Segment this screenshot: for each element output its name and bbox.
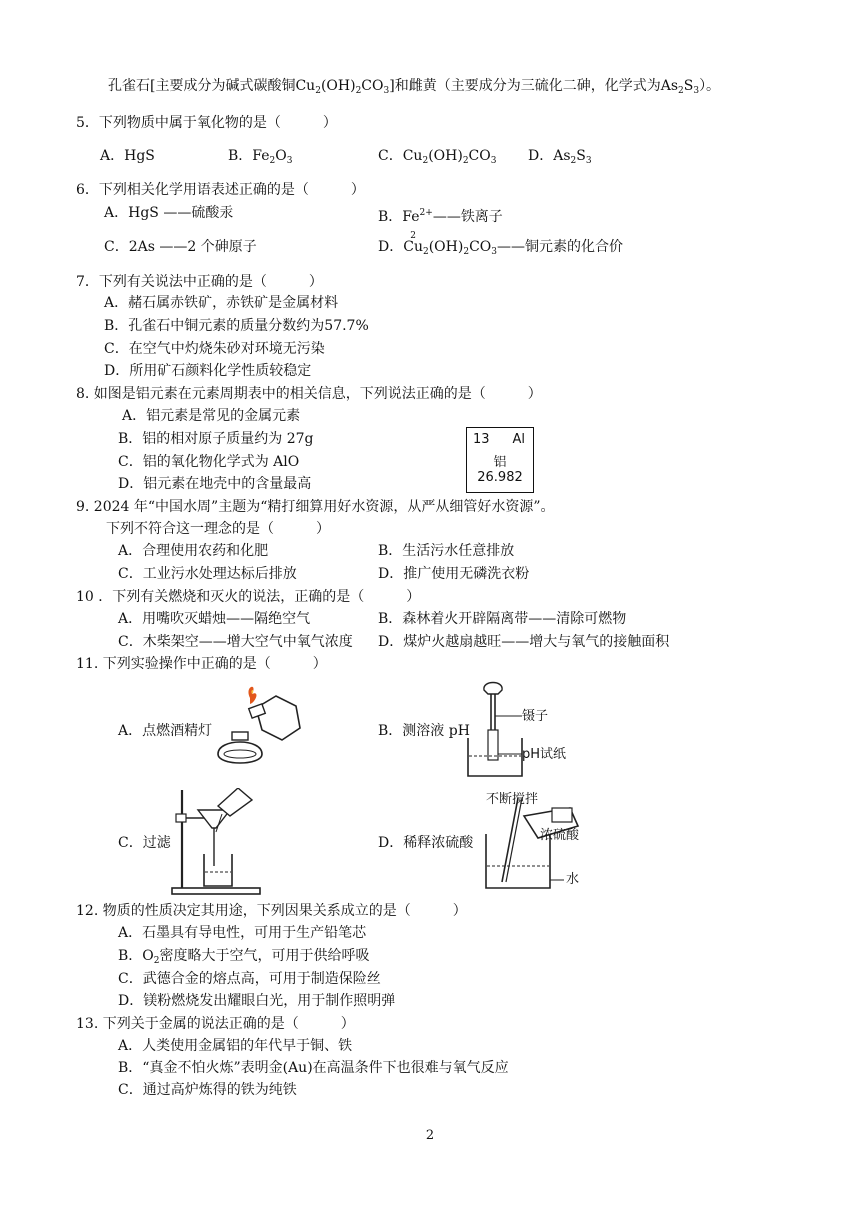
element-symbol: Al [512,432,525,447]
page-number: 2 [425,1128,435,1143]
q12-option-d: D．镁粉燃烧发出耀眼白光，用于制作照明弹 [118,993,396,1009]
q8-option-a: A．铝元素是常见的金属元素 [122,408,301,424]
q10-option-b: B．森林着火开辟隔离带——清除可燃物 [378,611,627,627]
intro-line: 孔雀石[主要成分为碱式碳酸铜$Cu_2(OH)_2CO_3$]和雌黄（主要成分为三硫化二砷，化学式为$As_2S_3$）。 [108,78,721,96]
q13-option-b: B．“真金不怕火炼”表明金(Au)在高温条件下也很难与氧气反应 [118,1060,509,1076]
q11-option-d: D．稀释浓硫酸 [378,835,474,851]
hand-icon [484,683,502,695]
q6-option-d: D． 2 $Cu_2(OH)_2CO_3——$铜元素的化合价 [378,231,623,257]
label-stirring: 不断搅拌 [486,792,539,807]
q9-option-a: A．合理使用农药和化肥 [118,543,269,559]
label-tweezers: 镊子 [522,709,549,724]
atomic-mass: 26.982 [477,470,523,485]
q10-option-a: A．用嘴吹灭蜡烛——隔绝空气 [118,611,311,627]
q11-option-b: B．测溶液 pH [378,723,470,739]
q12-stem: 12. 物质的性质决定其用途，下列因果关系成立的是（ ） [76,903,467,919]
flame-icon [248,687,256,704]
q8-option-c: C．铝的氧化物化学式为 AlO [118,454,300,470]
q9-stem: 9. 2024 年“中国水周”主题为“精打细算用好水资源，从严从细管好水资源”。 [76,499,555,515]
q7-option-b: B．孔雀石中铜元素的质量分数约为57.7% [104,318,369,334]
q8-option-d: D．铝元素在地壳中的含量最高 [118,476,312,492]
element-name: 铝 [493,455,507,470]
periodic-table-cell [466,427,534,493]
q12-option-c: C．武德合金的熔点高，可用于制造保险丝 [118,971,381,987]
q6-stem: 6．下列相关化学用语表述正确的是（ ） [76,182,365,198]
q7-stem: 7．下列有关说法中正确的是（ ） [76,274,323,290]
q5-option-a: A．HgS [100,148,155,164]
q12-option-b: B．$O_2$密度略大于空气，可用于供给呼吸 [118,948,370,966]
q11-option-c: C．过滤 [118,835,171,851]
label-concentrated-acid: 浓硫酸 [540,828,580,843]
q5-option-d: D．$As_2S_3$ [528,148,592,166]
q9-option-b: B．生活污水任意排放 [378,543,515,559]
q8-stem: 8. 如图是铝元素在元素周期表中的相关信息，下列说法正确的是（ ） [76,386,542,402]
filtration-illustration [168,788,268,898]
q6-option-a: A．HgS ——硫酸汞 [104,205,234,221]
q7-option-a: A．赭石属赤铁矿，赤铁矿是金属材料 [104,295,339,311]
q8-option-b: B．铝的相对原子质量约为 27g [118,431,314,447]
q5-stem: 5．下列物质中属于氧化物的是（ ） [76,115,337,131]
alcohol-lamp-illustration [210,684,306,768]
q12-option-a: A．石墨具有导电性，可用于生产铅笔芯 [118,925,367,941]
q13-option-c: C．通过高炉炼得的铁为纯铁 [118,1082,297,1098]
q5-option-b: B．$Fe_2O_3$ [228,148,293,166]
intro-text-a: 孔雀石[主要成分为碱式碳酸铜 [108,78,296,94]
q11-stem: 11. 下列实验操作中正确的是（ ） [76,656,327,672]
label-ph-paper: pH试纸 [522,747,567,762]
q9-stem-2: 下列不符合这一理念的是（ ） [106,521,330,537]
atomic-number: 13 [473,432,490,447]
q6-option-c: C．2As ——2 个砷原子 [104,239,257,255]
label-water: 水 [566,872,580,887]
q9-option-c: C．工业污水处理达标后排放 [118,566,297,582]
q6-option-b: B．$Fe^{2+}——$铁离子 [378,208,503,225]
q7-option-d: D．所用矿石颜料化学性质较稳定 [104,363,312,379]
intro-text-c: ）。 [699,78,721,94]
q13-option-a: A．人类使用金属铝的年代早于铜、铁 [118,1038,353,1054]
q5-option-c: C．$Cu_2(OH)_2CO_3$ [378,148,497,166]
q9-option-d: D．推广使用无磷洗衣粉 [378,566,530,582]
q10-option-c: C．木柴架空——增大空气中氧气浓度 [118,634,353,650]
q11-option-a: A．点燃酒精灯 [118,723,213,739]
intro-text-b: ]和雌黄（主要成分为三硫化二砷，化学式为 [389,78,661,94]
ph-test-illustration [462,680,542,782]
q13-stem: 13. 下列关于金属的说法正确的是（ ） [76,1016,355,1032]
q10-option-d: D．煤炉火越扇越旺——增大与氧气的接触面积 [378,634,670,650]
q10-stem: 10 ．下列有关燃烧和灭火的说法，正确的是（ ） [76,589,421,605]
q7-option-c: C．在空气中灼烧朱砂对环境无污染 [104,341,325,357]
